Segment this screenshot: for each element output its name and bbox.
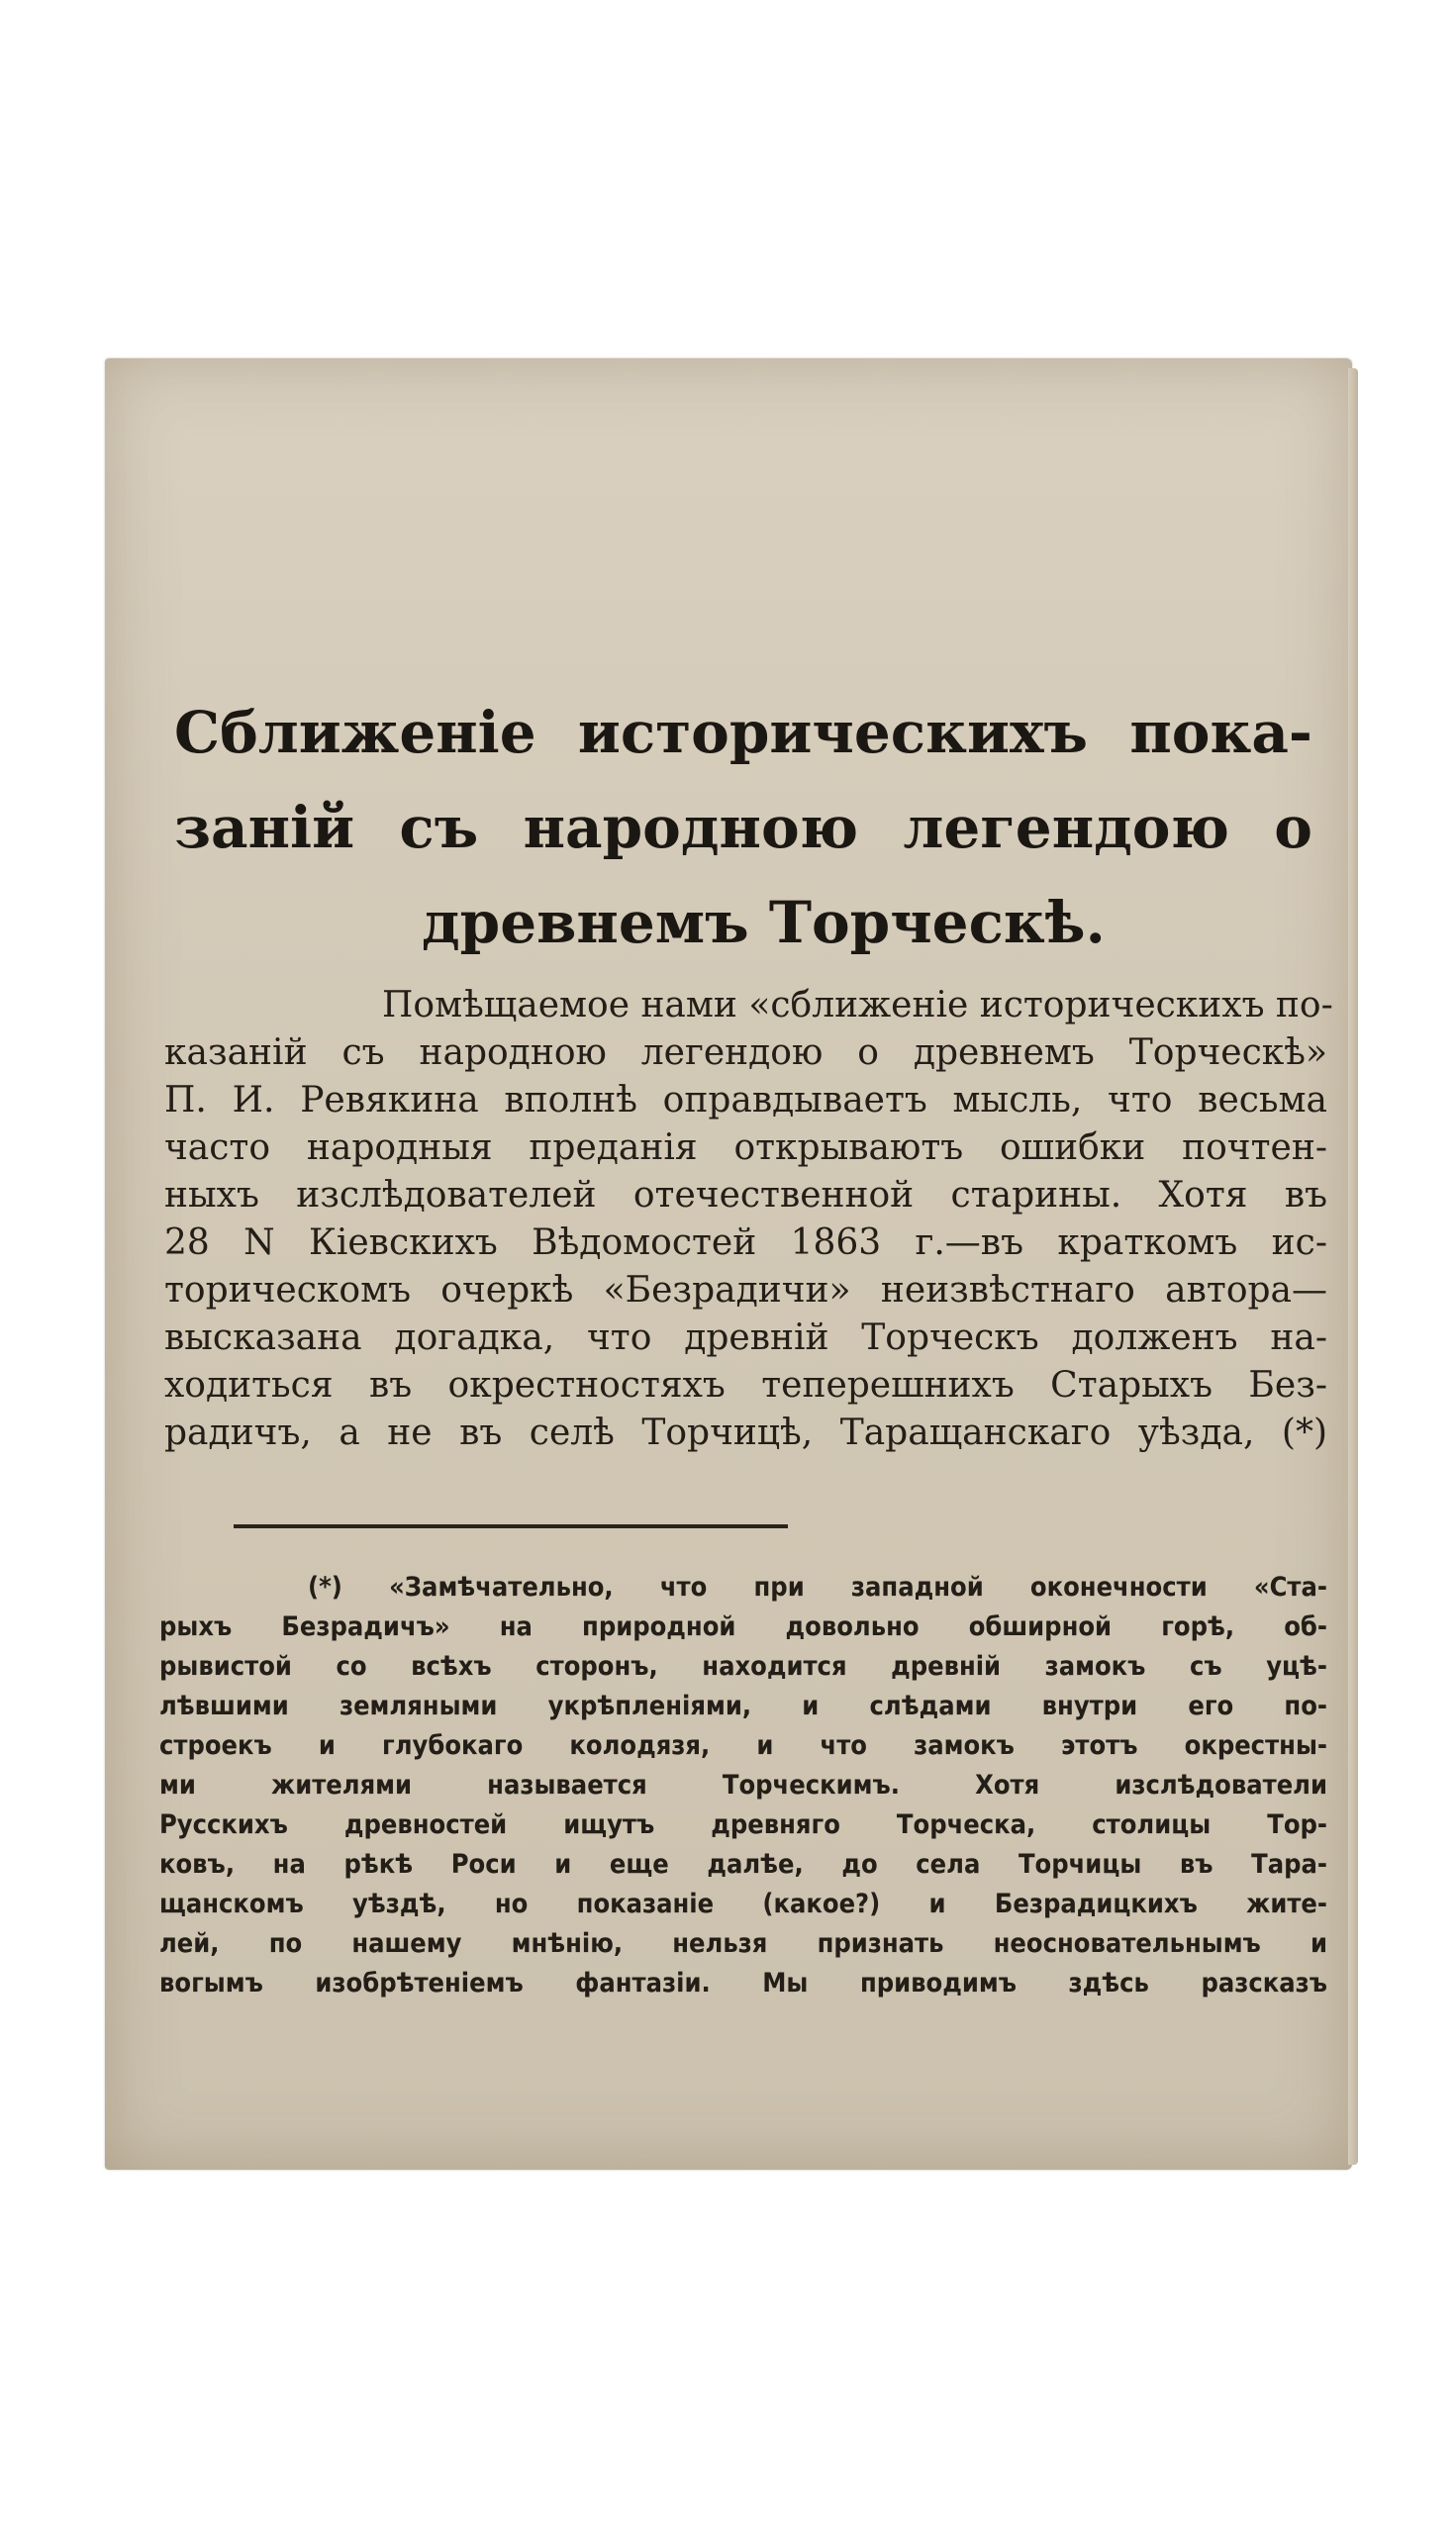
page-edge bbox=[1348, 368, 1358, 2165]
footnote-line: (*) «Замѣчательно, что при западной оконечности «Ста- bbox=[308, 1572, 1327, 1603]
body-line: торическомъ очеркѣ «Безрадичи» неизвѣстнаго автора— bbox=[164, 1270, 1327, 1311]
body-line: радичъ, а не въ селѣ Торчицѣ, Таращанскаго уѣзда, (*) bbox=[164, 1413, 1327, 1453]
footnote-line: ковъ, на рѣкѣ Роси и еще далѣе, до села Торчицы въ Тара- bbox=[159, 1849, 1327, 1880]
footnote-line: лѣвшими земляными укрѣпленіями, и слѣдами внутри его по- bbox=[159, 1691, 1327, 1721]
body-line: ходиться въ окрестностяхъ теперешнихъ Старыхъ Без- bbox=[164, 1365, 1327, 1406]
footnote-line: щанскомъ уѣздѣ, но показаніе (какое?) и Безрадицкихъ жите- bbox=[159, 1889, 1327, 1919]
footnote-line: ми жителями называется Торческимъ. Хотя изслѣдователи bbox=[159, 1770, 1327, 1801]
body-line: высказана догадка, что древній Торческъ долженъ на- bbox=[164, 1317, 1327, 1358]
body-line: П. И. Ревякина вполнѣ оправдываетъ мысль, что весьма bbox=[164, 1080, 1327, 1121]
title-line-3: древнемъ Торческѣ. bbox=[422, 889, 1106, 956]
page-title bbox=[174, 685, 1312, 970]
footnote-line: рывистой со всѣхъ сторонъ, находится древній замокъ съ уцѣ- bbox=[159, 1651, 1327, 1682]
book-page bbox=[105, 358, 1352, 2170]
body-line: часто народныя преданія открываютъ ошибки почтен- bbox=[164, 1127, 1327, 1168]
footnote-line: Русскихъ древностей ищутъ древняго Торческа, столицы Тор- bbox=[159, 1809, 1327, 1840]
body-line: казаній съ народною легендою о древнемъ Торческѣ» bbox=[164, 1032, 1327, 1073]
body-line: 28 N Кіевскихъ Вѣдомостей 1863 г.—въ краткомъ ис- bbox=[164, 1222, 1327, 1263]
footnote-line: рыхъ Безрадичъ» на природной довольно обширной горѣ, об- bbox=[159, 1611, 1327, 1642]
title-line-2: заній съ народною легендою о bbox=[174, 794, 1312, 861]
footnote bbox=[159, 1568, 1327, 2003]
footnote-divider bbox=[234, 1524, 788, 1528]
body-paragraph bbox=[164, 982, 1333, 1457]
footnote-line: строекъ и глубокаго колодязя, и что замокъ этотъ окрестны- bbox=[159, 1730, 1327, 1761]
body-line: Помѣщаемое нами «сближеніе историческихъ по- bbox=[382, 985, 1333, 1025]
footnote-line: лей, по нашему мнѣнію, нельзя признать неосновательнымъ и bbox=[159, 1928, 1327, 1959]
title-line-1: Сближеніе историческихъ пока- bbox=[174, 699, 1312, 766]
body-line: ныхъ изслѣдователей отечественной старины. Хотя въ bbox=[164, 1175, 1327, 1216]
footnote-line: вогымъ изобрѣтеніемъ фантазіи. Мы приводимъ здѣсь разсказъ bbox=[159, 1968, 1327, 1998]
